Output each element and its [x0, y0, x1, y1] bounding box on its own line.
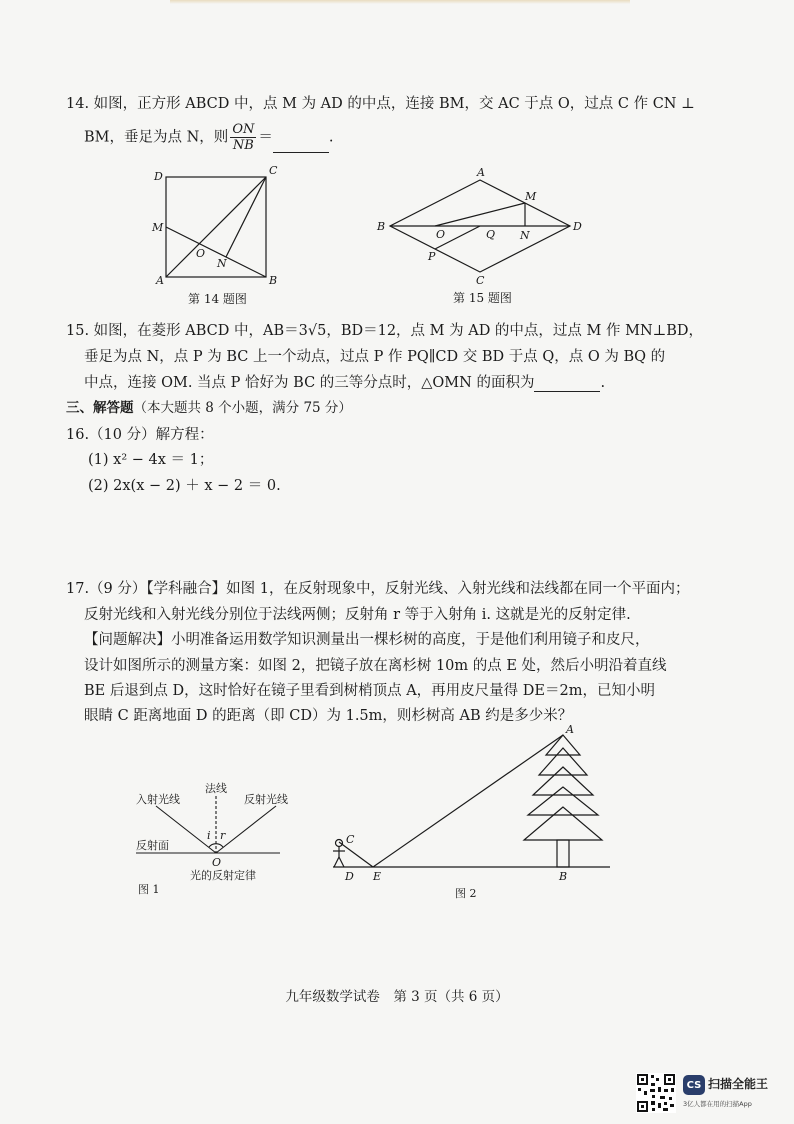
fig15-label-a: A [477, 166, 485, 179]
section-3-note: （本大题共 8 个小题，满分 75 分） [133, 400, 352, 416]
fig2-person-right-leg [339, 857, 344, 867]
fig1-caption: 图 1 [138, 883, 160, 896]
q14-line2 [84, 122, 333, 153]
fig14-label-n: N [217, 257, 227, 270]
camscanner-logo-icon: CS [683, 1075, 705, 1095]
fig14-label-b: B [269, 274, 278, 287]
section-3-title: 三、解答题 [66, 400, 134, 416]
fig15-label-d: D [573, 220, 582, 233]
fig15-label-b: B [377, 220, 386, 233]
fig14-label-o: O [196, 247, 206, 260]
q16-title: 16.（10 分）解方程： [66, 427, 214, 443]
fig14-caption: 第 14 题图 [188, 292, 247, 306]
fig15-label-o: O [436, 228, 446, 241]
figure-2-tree [325, 722, 615, 902]
fig2-label-b: B [559, 870, 568, 883]
q17-line2: 反射光线和入射光线分别位于法线两侧；反射角 r 等于入射角 i. 这就是光的反射定律. [84, 607, 631, 623]
q15-period: . [600, 375, 606, 391]
fig1-incident-label: 入射光线 [136, 793, 180, 806]
fig2-tree-tier-5 [524, 807, 602, 840]
fig15-label-c: C [476, 274, 485, 287]
figure-15 [372, 162, 587, 290]
q16-equation-1: (1) x² − 4x ＝ 1； [88, 452, 214, 468]
q15-answer-blank [534, 377, 600, 392]
camscanner-name: 扫描全能王 [708, 1077, 769, 1091]
fig14-segment-cn [226, 177, 266, 257]
fig14-segment-bm [166, 227, 266, 277]
fig14-label-d: D [154, 170, 163, 183]
fig1-normal-label: 法线 [205, 782, 227, 795]
q14-period: . [328, 129, 334, 146]
fig15-caption: 第 15 题图 [453, 291, 512, 305]
q14-answer-blank [273, 138, 329, 153]
fig1-angle-r: r [220, 829, 226, 842]
q14-frac-den: NB [232, 138, 254, 153]
q14-equals: ＝ [258, 129, 273, 146]
q14-frac-num: ON [232, 122, 255, 137]
q15-line3-start: 中点，连接 OM. 当点 P 恰好为 BC 的三等分点时，△OMN 的面积为 [84, 375, 535, 391]
fig2-tree-tier-4 [528, 787, 598, 815]
fig1-angle-i: i [207, 829, 211, 842]
q17-line1: 17.（9 分）【学科融合】如图 1，在反射现象中，反射光线、入射光线和法线都在同一个平面内； [66, 581, 690, 597]
fig1-point-o: O [212, 856, 222, 869]
fig15-label-m: M [525, 190, 537, 203]
fig2-tree-trunk [557, 840, 569, 867]
fig14-label-c: C [269, 164, 278, 177]
q17-line6: 眼睛 C 距离地面 D 的距离（即 CD）为 1.5m，则杉树高 AB 约是多少米？ [84, 708, 573, 724]
fig2-label-c: C [346, 833, 355, 846]
scan-top-edge [170, 0, 630, 4]
q15-line3 [84, 371, 605, 392]
fig1-surface-label: 反射面 [136, 839, 169, 852]
fig2-tree-tier-2 [539, 748, 587, 775]
fig2-label-a: A [566, 723, 574, 736]
q14-line1: 14. 如图，正方形 ABCD 中，点 M 为 AD 的中点，连接 BM，交 AC 于点 O，过点 C 作 CN ⊥ [66, 96, 695, 112]
fig2-label-e: E [373, 870, 382, 883]
fig2-person-head [336, 840, 343, 847]
fig2-sight-line-ce [339, 842, 373, 867]
fig1-law-label: 光的反射定律 [190, 869, 256, 882]
camscanner-tagline: 3亿人都在用的扫描App [683, 1100, 752, 1108]
fig2-label-d: D [345, 870, 354, 883]
fig2-tree-tier-1 [546, 735, 580, 755]
section-3-heading [66, 396, 352, 416]
page-footer: 九年级数学试卷 第 3 页（共 6 页） [285, 989, 509, 1005]
q15-line2: 垂足为点 N，点 P 为 BC 上一个动点，过点 P 作 PQ∥CD 交 BD 于点 Q，点 O 为 BQ 的 [84, 349, 666, 365]
q15-line1: 15. 如图，在菱形 ABCD 中，AB＝3√5，BD＝12，点 M 为 AD 的中点，过点 M 作 MN⊥BD， [66, 323, 704, 339]
figure-14 [150, 160, 290, 295]
fig15-segment-om [435, 203, 525, 226]
fig15-label-p: P [428, 250, 436, 263]
fig14-label-a: A [156, 274, 164, 287]
q14-line2-start: BM，垂足为点 N，则 [84, 129, 229, 146]
q16-equation-2: (2) 2x(x − 2) ＋ x − 2 ＝ 0. [88, 478, 281, 494]
q14-fraction [230, 122, 256, 153]
q17-line4: 设计如图所示的测量方案：如图 2，把镜子放在离杉树 10m 的点 E 处，然后小明沿着直线 [84, 658, 667, 674]
q17-line5: BE 后退到点 D，这时恰好在镜子里看到树梢顶点 A，再用皮尺量得 DE＝2m，已知小明 [84, 683, 655, 699]
q17-line3: 【问题解决】小明准备运用数学知识测量出一棵杉树的高度，于是他们利用镜子和皮尺， [84, 632, 650, 648]
fig1-reflected-label: 反射光线 [244, 793, 288, 806]
fig2-sight-line-ea [373, 735, 563, 867]
fig15-label-n: N [520, 229, 530, 242]
qr-code-icon [636, 1073, 676, 1113]
fig2-caption: 图 2 [455, 887, 477, 900]
fig14-label-m: M [152, 221, 164, 234]
fig2-person-left-leg [334, 857, 339, 867]
fig15-label-q: Q [486, 228, 496, 241]
fig14-diagonal-ac [166, 177, 266, 277]
figure-1-reflection [130, 778, 290, 903]
